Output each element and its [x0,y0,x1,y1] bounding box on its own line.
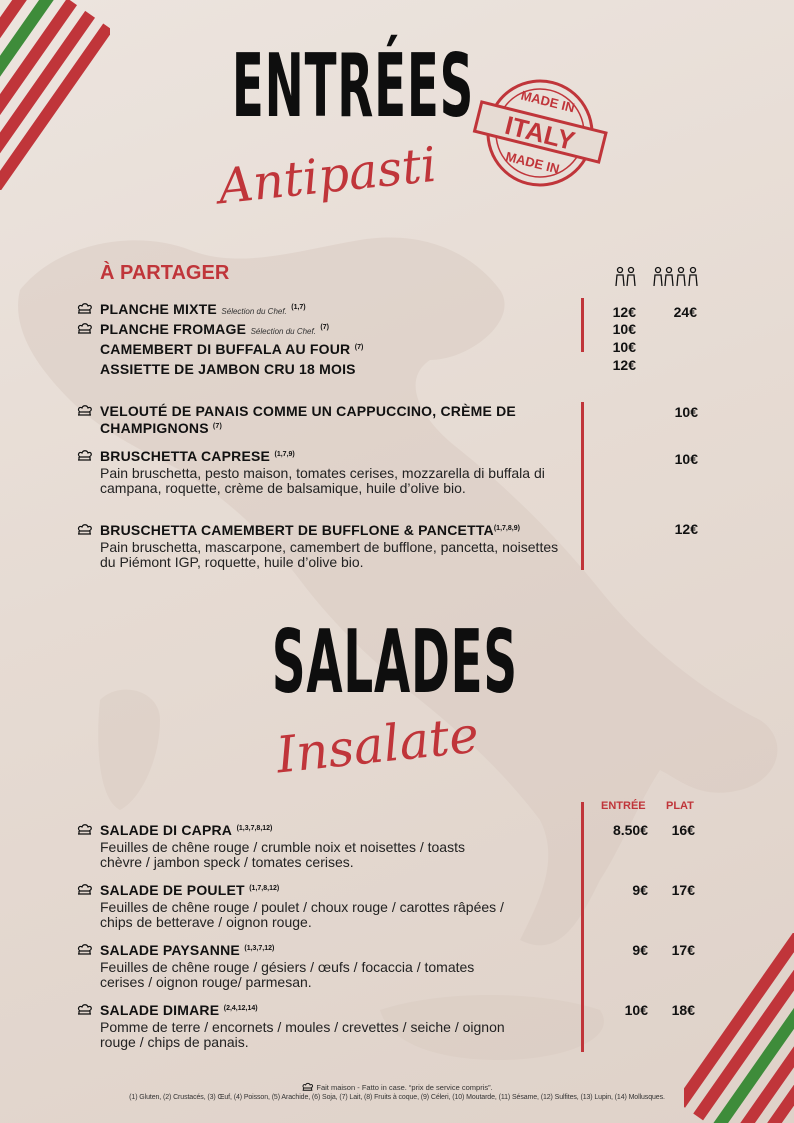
price-dimare-entree: 10€ [624,1002,648,1018]
item-allergens: (1,7,8,12) [249,885,280,892]
item-name: PLANCHE MIXTE [100,301,217,317]
fait-maison-icon [76,302,93,314]
fait-maison-icon [301,1082,314,1091]
item-name: BRUSCHETTA CAMEMBERT DE BUFFLONE & PANCETTA [100,522,494,538]
fait-maison-icon [76,523,93,535]
price-planche-fromage: 10€ [612,321,636,337]
price-divider [581,802,584,1052]
item-name: PLANCHE FROMAGE [100,321,247,337]
item-description: Pain bruschetta, pesto maison, tomates cerises, mozzarella di buffala di campana, roquette, crème de balsamique, huile d’olive bio. [100,465,545,496]
footer-allergens: (1) Gluten, (2) Crustacés, (3) Œuf, (4) Poisson, (5) Arachide, (6) Soja, (7) Lait, (8) Fruits à coque, (9) Céleri, (10) Moutarde, (11) Sésame, (12) Sulfites, (13) Lupin, (14) Mollusques. [129,1094,665,1101]
item-allergens: (1,7) [291,304,306,311]
price-paysanne-entree: 9€ [632,942,648,958]
antipasti-subtitle: Antipasti [215,136,440,216]
price-bruschetta-caprese: 10€ [674,451,698,467]
price-divider [581,402,584,570]
item-allergens: (1,7,8,9) [493,525,520,532]
item-allergens: (7) [320,324,329,331]
menu-item-veloute [100,403,570,436]
stamp-center-text: ITALY [502,109,578,157]
fait-maison-icon [76,322,93,334]
fait-maison-icon [76,449,93,461]
column-entree: ENTRÉE [601,800,646,812]
fait-maison-icon [76,823,93,835]
item-name: VELOUTÉ DE PANAIS COMME UN CAPPUCCINO, CRÈME DE CHAMPIGNONS [100,403,516,436]
menu-item-bruschetta-camembert [100,522,560,570]
footer-line-1: Fait maison - Fatto in case. “prix de service compris”. [316,1083,493,1092]
fait-maison-icon [76,943,93,955]
price-dimare-plat: 18€ [671,1002,695,1018]
fait-maison-icon [76,1003,93,1015]
footer-fait-maison [0,1082,794,1092]
price-planche-mixte-2: 12€ [612,304,636,320]
item-name: SALADE DI CAPRA [100,822,233,838]
item-note: Sélection du Chef. [221,307,287,316]
stamp-top-text: MADE IN [519,87,577,116]
item-name: ASSIETTE DE JAMBON CRU 18 MOIS [100,361,356,377]
item-name: SALADE DIMARE [100,1002,220,1018]
menu-item-salade-di-capra [100,822,500,870]
fait-maison-icon [76,404,93,416]
column-plat: PLAT [666,800,694,812]
four-persons-icon [652,266,700,288]
price-poulet-entree: 9€ [632,882,648,898]
item-allergens: (1,7,9) [274,451,295,458]
stamp-bottom-text: MADE IN [504,148,562,177]
price-poulet-plat: 17€ [671,882,695,898]
price-paysanne-plat: 17€ [671,942,695,958]
menu-item-salade-de-poulet [100,882,520,930]
price-veloute: 10€ [674,404,698,420]
item-name: BRUSCHETTA CAPRESE [100,448,271,464]
menu-item-camembert-buffala [100,341,363,359]
price-camembert: 10€ [612,339,636,355]
price-assiette-jambon: 12€ [612,357,636,373]
menu-item-salade-dimare [100,1002,520,1050]
section-a-partager: À PARTAGER [100,262,230,284]
item-name: CAMEMBERT DI BUFFALA AU FOUR [100,341,351,357]
item-note: Sélection du Chef. [250,327,316,336]
item-allergens: (2,4,12,14) [223,1005,258,1012]
item-allergens: (7) [212,423,223,430]
italian-flag-stripes-top [0,0,110,190]
price-planche-mixte-4: 24€ [673,304,697,320]
item-allergens: (7) [354,344,364,351]
item-description: Feuilles de chêne rouge / gésiers / œufs / focaccia / tomates cerises / oignon rouge/ parmesan. [100,959,475,990]
insalate-subtitle: Insalate [273,705,482,785]
item-description: Pomme de terre / encornets / moules / crevettes / seiche / oignon rouge / chips de panais. [100,1019,505,1050]
item-allergens: (1,3,7,12) [244,945,275,952]
price-capra-entree: 8.50€ [612,822,648,838]
salades-title: SALADES [271,612,518,714]
item-name: SALADE DE POULET [100,882,245,898]
item-description: Pain bruschetta, mascarpone, camembert de bufflone, pancetta, noisettes du Piémont IGP, roquette, huile d’olive bio. [100,539,559,570]
price-capra-plat: 16€ [671,822,695,838]
two-persons-icon [614,266,638,288]
item-description: Feuilles de chêne rouge / poulet / choux rouge / carottes râpées / chips de betterave / oignon rouge. [100,899,504,930]
item-name: SALADE PAYSANNE [100,942,240,958]
menu-item-salade-paysanne [100,942,480,990]
fait-maison-icon [76,883,93,895]
entrees-title: ENTRÉES [231,36,475,138]
made-in-italy-stamp [470,72,610,194]
menu-item-bruschetta-caprese [100,448,560,496]
menu-item-planche-fromage [100,321,329,339]
price-bruschetta-camembert: 12€ [674,521,698,537]
menu-item-planche-mixte [100,301,306,319]
item-description: Feuilles de chêne rouge / crumble noix et noisettes / toasts chèvre / jambon speck / tomates cerises. [100,839,465,870]
item-allergens: (1,3,7,8,12) [236,825,273,832]
menu-item-assiette-jambon [100,361,356,379]
